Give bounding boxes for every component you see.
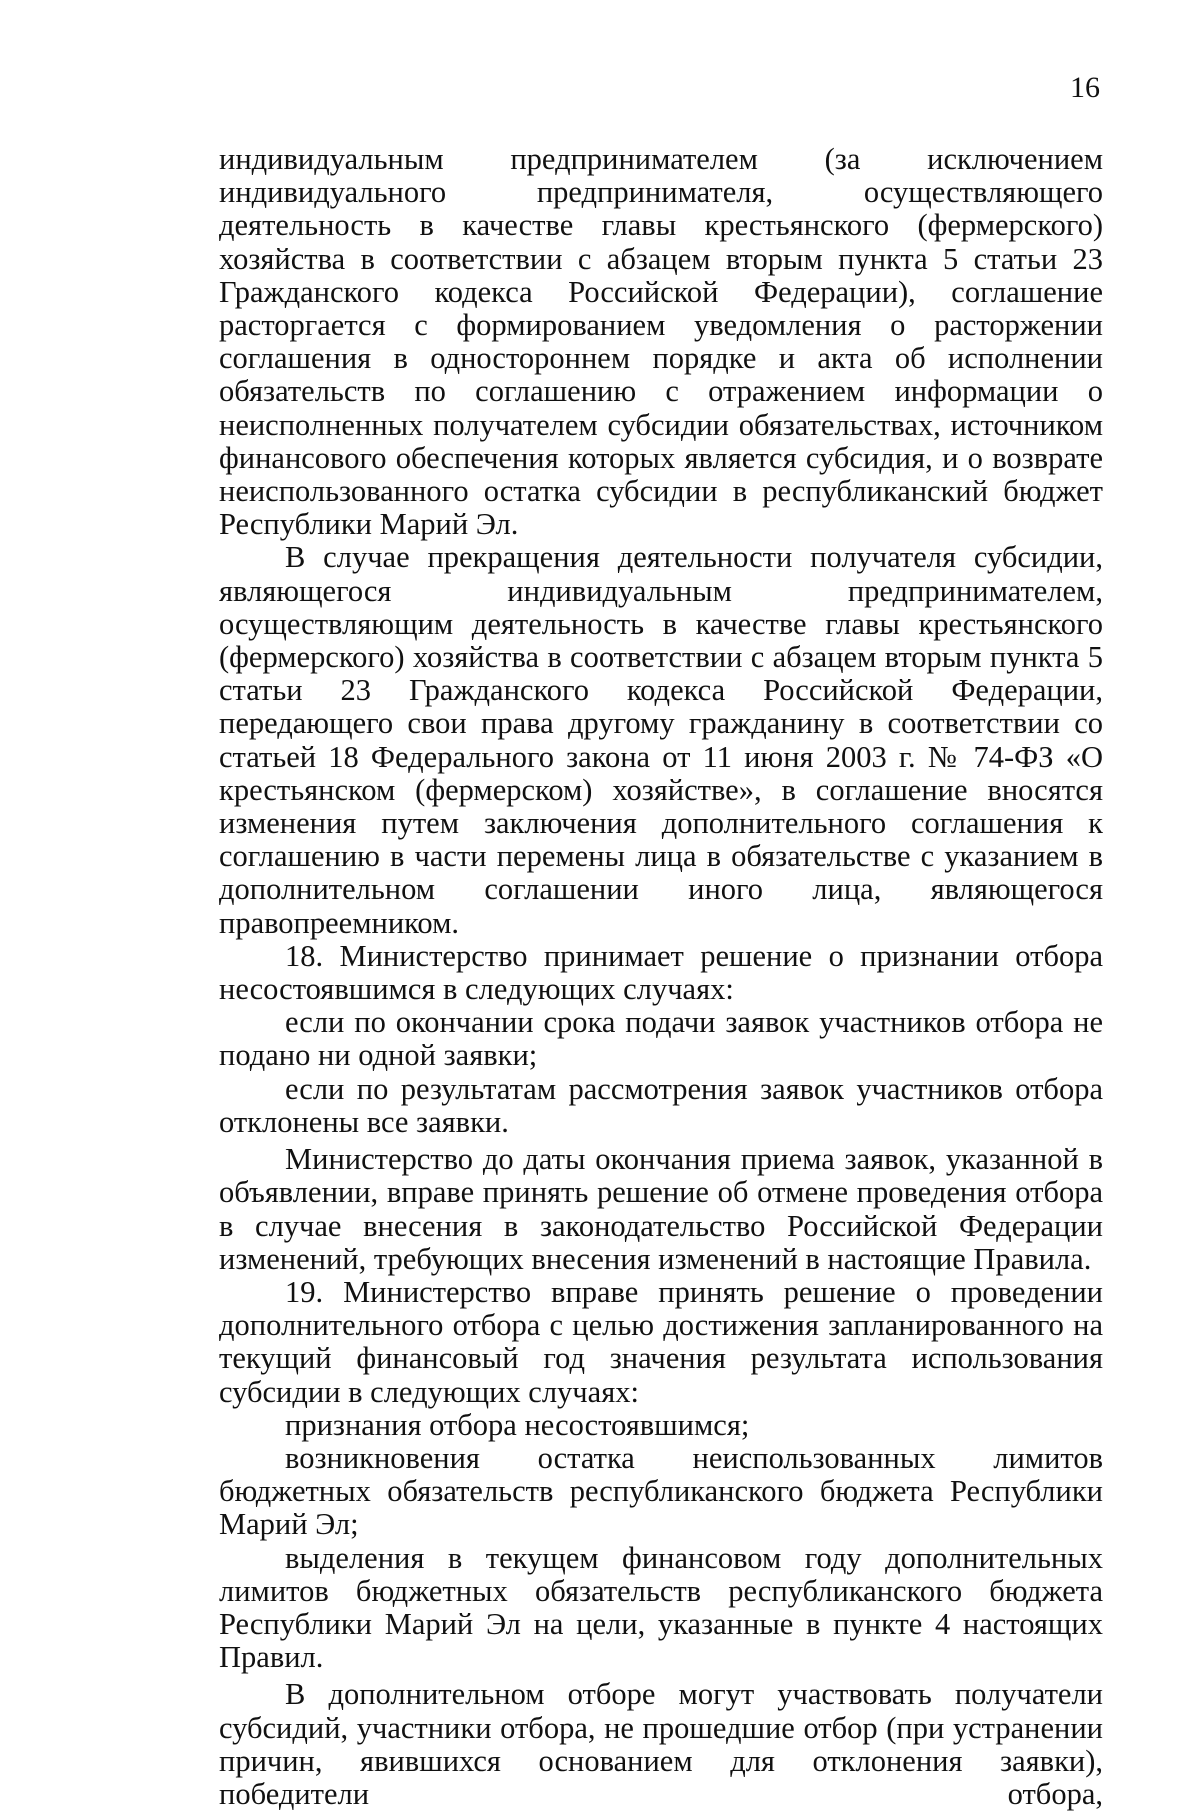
paragraph-item-19: 19. Министерство вправе принять решение о проведении дополнительного отбора с целью достижения запланированного на текущий финансовый год значения результата использования субсидии в следующих случаях: [219, 1274, 1103, 1409]
paragraph-cancel-selection: Министерство до даты окончания приема заявок, указанной в объявлении, вправе принять решение об отмене проведения отбора в случае внесения в законодательство Российской Федерации изменений, требующих внесения изменений в настоящие Правила. [219, 1142, 1103, 1276]
paragraph-case-failed-selection: признания отбора несостоявшимся; [285, 1407, 750, 1442]
paragraph-case-all-rejected: если по результатам рассмотрения заявок участников отбора отклонены все заявки. [219, 1071, 1103, 1139]
paragraph-item-18: 18. Министерство принимает решение о признании отбора несостоявшимся в следующих случаях: [219, 938, 1103, 1007]
page-number: 16 [1070, 71, 1100, 104]
document-body [219, 143, 1103, 1811]
paragraph-case-unused-limits: возникновения остатка неиспользованных лимитов бюджетных обязательств республиканского бюджета Республики Марий Эл; [219, 1440, 1103, 1542]
paragraph-continuation: индивидуальным предпринимателем (за исключением индивидуального предпринимателя, осуществляющего деятельность в качестве главы крестьянского (фермерского) хозяйства в соответствии с абзацем вторым пункта 5 статьи 23 Гражданского кодекса Российской Федерации), соглашение расторгается с формированием уведомления о расторжении соглашения в одностороннем порядке и акта об исполнении обязательств по соглашению с отражением информации о неисполненных получателем субсидии обязательствах, источником финансового обеспечения которых является субсидия, и о возврате неиспользованного остатка субсидии в республиканский бюджет Республики Марий Эл. [219, 142, 1103, 542]
paragraph-case-no-applications: если по окончании срока подачи заявок участников отбора не подано ни одной заявки; [219, 1005, 1103, 1073]
paragraph-case-additional-limits: выделения в текущем финансовом году дополнительных лимитов бюджетных обязательств республиканского бюджета Республики Марий Эл на цели, указанные в пункте 4 настоящих Правил. [219, 1540, 1103, 1675]
paragraph-successor-clause: В случае прекращения деятельности получателя субсидии, являющегося индивидуальным предпринимателем, осуществляющим деятельность в качестве главы крестьянского (фермерского) хозяйства в соответствии с абзацем вторым пункта 5 статьи 23 Гражданского кодекса Российской Федерации, передающего свои права другому гражданину в соответствии со статьей 18 Федерального закона от 11 июня 2003 г. № 74-ФЗ «О крестьянском (фермерском) хозяйстве», в соглашение вносятся изменения путем заключения дополнительного соглашения к соглашению в части перемены лица в обязательстве с указанием в дополнительном соглашении иного лица, являющегося правопреемником. [219, 540, 1103, 940]
paragraph-additional-selection-participants: В дополнительном отборе могут участвовать получатели субсидий, участники отбора, не прошедшие отбор (при устранении причин, явившихся основанием для отклонения заявки), победители отбора, [219, 1677, 1103, 1811]
